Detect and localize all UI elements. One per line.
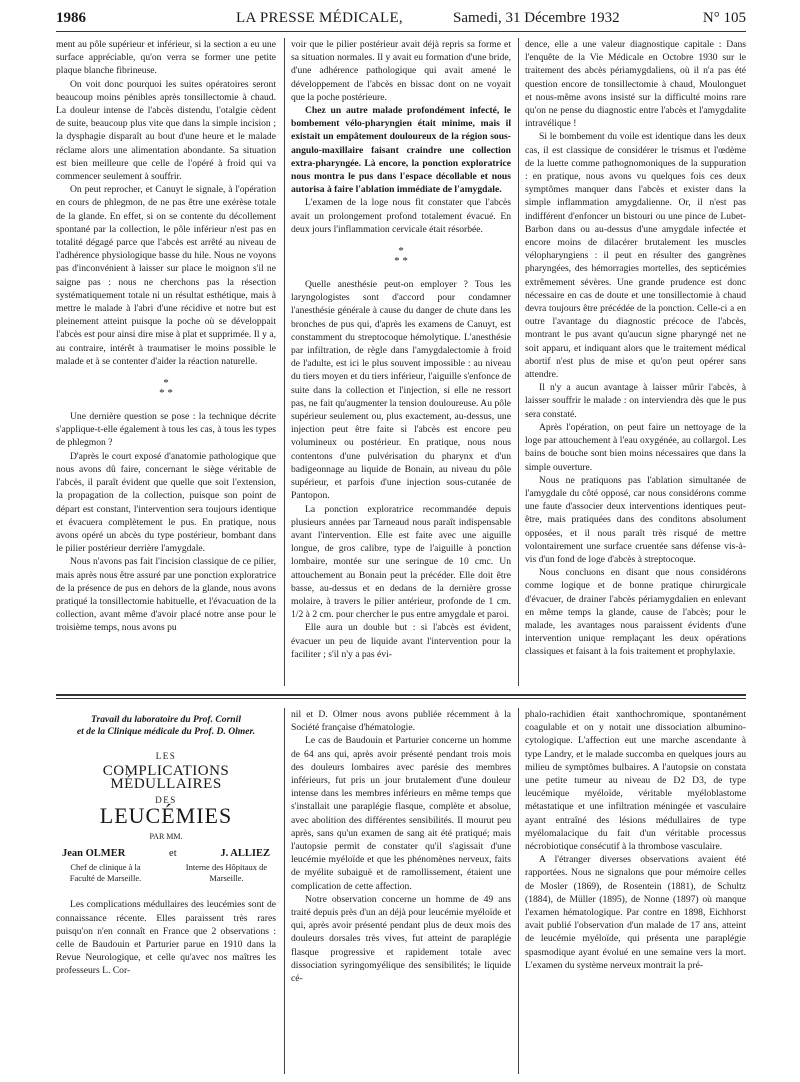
section-break-stars: * * * [159, 377, 173, 400]
column-rule [518, 38, 519, 686]
section-break-stars: * * * [394, 245, 408, 268]
paragraph: Chez un autre malade profondément infecté, le bombement vélo-pharyngien était minime, mais il existait un empâtement douloureux de la région sous-angulo-maxillaire faisant craindre une collection extra-pharyngée. Là encore, la ponction exploratrice nous montra le pus dans l'espace décollable et nous autorisa à faire l'ablation immédiate de l'amygdale. [291, 105, 511, 196]
issue-date: Samedi, 31 Décembre 1932 [453, 10, 620, 26]
article-title-leucemies: LEUCÉMIES [99, 802, 233, 828]
author-conjunction: et [169, 848, 177, 860]
running-header [56, 10, 746, 32]
top-column-2 [291, 38, 511, 688]
paragraph: La ponction exploratrice recommandée depuis plusieurs années par Tarneaud nous paraît indispensable avant l'intervention. Elle est faite avec une aiguille longue, de gros calibre, type de l'aiguille à ponction lombaire, montée sur une seringue de 10 cmc. Un attouchement au Bonain peut la précéder. Elle doit être basse, au-dessus et en dedans de la dernière grosse molaire, à travers le pilier antérieur, profonde de 1 cm. 1/2 à 2 cm. pour chercher le pus entre amygdale et paroi. [291, 503, 511, 621]
paragraph: ment au pôle supérieur et inférieur, si la section a eu une surface appréciable, qu'on verra se former une petite plaque blanche fibrineuse. [56, 39, 276, 77]
affiliation-olmer: Chef de clinique à la Faculté de Marseille. [69, 862, 142, 884]
lab-line: Travail du laboratoire du Prof. Cornil [91, 714, 241, 725]
paragraph: Nous ne pratiquons pas l'ablation simultanée de l'amygdale du côté opposé, car nous considérons comme une faute d'associer deux interventions identiques peut-être, mais pratiquées dans des conditons absolument opposées, et il nous paraît très risqué de mettre volontairement une surface cruentée sans défense vis-à-vis d'un fond de loge d'abcès à streptocoque. [525, 474, 746, 565]
title-des: DES [155, 794, 177, 805]
paragraph: Elle aura un double but : si l'abcès est évident, évacuer un peu de liquide avant l'intervention pour la faciliter ; s'il n'y a pas évi- [291, 622, 511, 660]
author-alliez: J. ALLIEZ [220, 848, 270, 860]
paragraph: Il n'y a aucun avantage à laisser mûrir l'abcès, à laisser souffrir le malade : on interviendra dès que le pus sera constaté. [525, 382, 746, 420]
paragraph: Une dernière question se pose : la technique décrite s'applique-t-elle également à tous les cas, à tous les types de phlegmon ? [56, 411, 276, 449]
paragraph: Nous n'avons pas fait l'incision classique de ce pilier, mais après nous être assuré par une ponction exploratrice de la présence de pus en dehors de la glande, nous avons pratiqué la tonsillectomie habituelle, et l'évacuation de la collection, avant même d'avoir placé notre anse pour le troisième temps, nous avons pu [56, 556, 276, 634]
paragraph: L'examen de la loge nous fit constater que l'abcès avait un prolongement profond totalement évacué. En deux jours l'inflammation cervicale était résorbée. [291, 197, 511, 235]
paragraph: On voit donc pourquoi les suites opératoires seront beaucoup moins pénibles après tonsillectomie à chaud. La douleur intense de l'abcès distendu, l'otalgie cèdent de suite, beaucoup plus vite que dans la simple incision ; la dysphagie disparaît au bout d'une heure et le malade réclame alors une alimentation abondante. Sa situation est bien meilleure que celle de l'opéré à froid qui va commencer seulement à souffrir. [56, 78, 276, 183]
paragraph: Nous concluons en disant que nous considérons comme logique et de bonne pratique chirurgicale d'évacuer, de drainer l'abcès périamygdalien en enlevant en même temps la glande, cause de l'abcès; pour le malade, les avantages nous paraissent évidents d'une intervention unique remplaçant les deux opérations classiques et faisant à la fois traitement et prophylaxie. [525, 567, 746, 658]
article-separator-thin [56, 698, 746, 699]
bottom-column-1 [56, 708, 276, 1076]
paragraph: Après l'opération, on peut faire un nettoyage de la loge par attouchement à l'eau oxygénée, au collargol. Les bains de bouche sont bien moins nécessaires que dans la simple ouverture. [525, 421, 746, 473]
title-les: LES [155, 751, 177, 761]
column-rule [284, 38, 285, 686]
paragraph: D'après le court exposé d'anatomie pathologique que nous avons dû faire, concernant le siège véritable de l'abcès, il paraît évident que quelle que soit l'extension, la propagation de la collection, puisque son point de départ est constant, l'intervention sera toujours identique et évacuera complètement le pus. En pratique, nous avons opéré un abcès du type postérieur, bombant dans le pilier postérieur derrière l'amygdale. [56, 450, 276, 555]
header-rule [56, 31, 746, 32]
journal-title: LA PRESSE MÉDICALE, [236, 10, 403, 26]
article-title: COMPLICATIONS MÉDULLAIRES [102, 763, 230, 793]
affiliations [56, 862, 276, 884]
paragraph: Les complications médullaires des leucémies sont de connaissance récente. Elles paraissent très rares puisqu'on n'en connaît en France que 2 observations : celle de Baudouin et Parturier parue en 1910 dans la Revue Neurologique, et celle qu'avec nos maîtres les professeurs L. Cor- [56, 899, 276, 977]
paragraph: A l'étranger diverses observations avaient été rapportées. Nous ne signalons que pour mémoire celles de Mosler (1869), de Rosentein (1881), de Schultz (1884), de Müller (1895), de Nonne (1897) où manque l'examen hématologique. Par contre en 1898, Eichhorst avait publié l'observation d'un malade de 17 ans, atteint de leucémie myéloïde, qui présenta une paraplégie spasmodique ayant évolué en une semaine vers la mort. L'examen du système nerveux montrait la pré- [525, 854, 746, 971]
by-line: PAR MM. [149, 832, 183, 842]
paragraph: phalo-rachidien était xanthochromique, spontanément coagulable et on y notait une dissociation albumino-cytologique. L'affection eut une marche ascendante à type Landry, et le malade succomba en quelques jours au milieu de symptômes bulbaires. A l'autopsie on constata une petite tumeur au niveau de D2 D3, de type leucémique myéloïde, véritable myéloblastome métastatique et une infiltration méningée et vasculaire ayant entraîné des lésions médullaires de type myélomalacique du fait d'un véritable processus nécrobiotique consécutif à la thrombose vasculaire. [525, 709, 746, 853]
paragraph: nil et D. Olmer nous avons publiée récemment à la Société française d'hématologie. [291, 709, 511, 734]
column-rule [518, 708, 519, 1074]
author-olmer: Jean OLMER [62, 848, 126, 860]
bottom-column-3 [525, 708, 746, 1076]
authors [56, 847, 276, 860]
paragraph: On peut reprocher, et Canuyt le signale, à l'opération en cours de phlegmon, de ne pas être une exérèse totale de la glande. En effet, si on se contente du décollement spontané par la collection, le pôle inférieur n'est pas en totalité dégagé parce que l'abcès est arrêté au niveau de l'adhérence physiologique basse du hile. Nous ne voyons pas d'inconvénient à laisser sur place le moignon s'il ne saigne pas : nous ne cherchons pas la résection systématiquement totale ni un résultat esthétique, mais à mettre le malade à l'abri d'une récidive et notre but est pleinement atteint puisque la poche où se développait l'abcès est pour ainsi dire mise à plat et supprimée. Il y a, au contraire, intérêt à traumatiser le moins possible le malade et à se contenter d'aider la réaction naturelle. [56, 184, 276, 367]
page-number: 1986 [56, 10, 86, 26]
lab-line: et de la Clinique médicale du Prof. D. Olmer. [76, 726, 256, 737]
paragraph: Le cas de Baudouin et Parturier concerne un homme de 64 ans qui, après avoir présenté pendant trois mois des douleurs lombaires avec parésie des membres inférieurs, fut pris un jour brutalement d'une douleur intense dans les membres inférieurs en même temps que s'installait une paraplégie flasque, complète et absolue, avec abolition des différentes sensibilités. Il mourut peu après, sans qu'un examen de sang ait été pratiqué; mais l'autopsie permit de constater qu'il s'agissait d'une leucémie myéloïde et que les phénomènes nerveux, faits de myélite subaiguë et de ramollissement, étaient une complication de cette affection. [291, 735, 511, 892]
paragraph: Quelle anesthésie peut-on employer ? Tous les laryngologistes sont d'accord pour condamner l'anesthésie générale à cause du danger de chute dans les bronches de pus qui, d'après les examens de Canuyt, est constamment du streptocoque hémolytique. L'anesthésie par infiltration, de règle dans l'amygdalectomie à froid de l'adulte, est ici le plus souvent impossible : au niveau du tiers moyen et du tiers inférieur, l'aiguille s'enfonce de suite dans la collection et l'injection, si elle ne ressort pas, ne fait qu'augmenter la tension douloureuse. Au pôle supérieur seulement ou, plus exactement, au-dessus, une injection peut être faite si l'abcès est encore peu volumineux ou postérieur. En pratique, nous nous contentons d'une pulvérisation du pharynx et d'un badigeonnage au liquide de Bonain, au niveau du pôle supérieur, et parfois d'une injection sous-cutanée de Pantopon. [291, 279, 511, 502]
paragraph: dence, elle a une valeur diagnostique capitale : Dans l'enquête de la Vie Médicale en Octobre 1930 sur le traitement des abcès périamygdaliens, où il n'a pas été question encore de tonsillectomie à chaud, Moulonguet et nous-même avons insisté sur la difficulté moins rare qu'on ne pense du diagnostic entre l'abcès et l'amygdalite intravélique ! [525, 39, 746, 130]
top-column-1 [56, 38, 276, 688]
laboratory-credit [56, 714, 276, 738]
issue-number: N° 105 [702, 10, 746, 26]
affiliation-alliez: Interne des Hôpitaux de Marseille. [185, 862, 268, 884]
paragraph: voir que le pilier postérieur avait déjà repris sa forme et sa situation normales. Il y avait eu formation d'une bride, d'une adhérence pathologique qui avait amené le développement de l'abcès en bissac dont on ne voyait que la poche postérieure. [291, 39, 511, 103]
article-separator [56, 694, 746, 696]
column-rule [284, 708, 285, 1074]
top-column-3 [525, 38, 746, 688]
bottom-column-2 [291, 708, 511, 1076]
paragraph: Notre observation concerne un homme de 49 ans traité depuis près d'un an déjà pour leucémie myéloïde et qui, après avoir présenté pendant plus de deux mois des douleurs dorsales très vives, fut atteint de paraplégie flasque progressive et rapidement totale avec dissociation syringomyélique des sensibilités; le liquide cé- [291, 893, 511, 985]
paragraph: Si le bombement du voile est identique dans les deux cas, il est classique de considérer le trismus et l'œdème de la luette comme pathognomoniques de la suppuration : en pratique, nous avons vu quelques fois ces deux symptômes manquer dans l'abcès et exister dans la simple inflammation amygdalienne. Or, il n'est pas indifférent d'enfoncer un bistouri ou une pince de Lubet-Barbon dans ou au-dessus d'une amygdale infectée et encore moins de dilacérer brutalement les muscles vélopharyngiens : il peut en résulter des gangrènes pharyngées, des hémorragies mortelles, des septicémies extrêmement sévères. Une grande prudence est donc nécessaire en cas de doute et une tonsillectomie à chaud devra toujours être précédée de la ponction. Celle-ci a en outre l'avantage du diagnostic précoce de l'abcès, montrant le pus avant qu'aucun signe pharyngé net ne soit apparu, et indiquant alors que le traitement médical abortif n'est plus de mise et qu'on peut opérer sans attendre. [525, 131, 746, 381]
